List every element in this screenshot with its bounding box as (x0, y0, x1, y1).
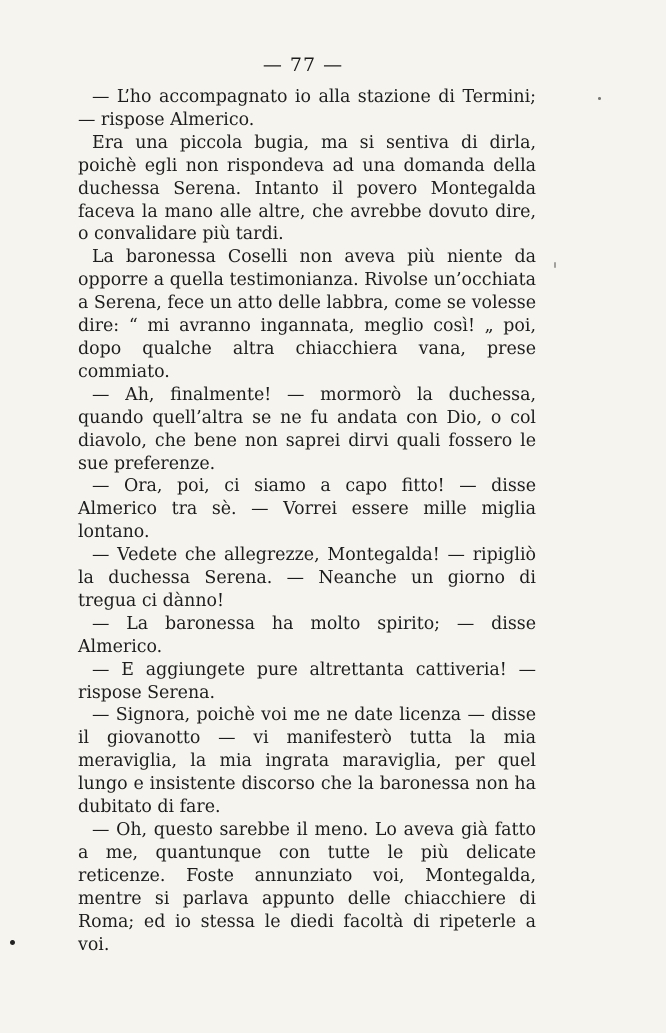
paragraph: Era una piccola bugia, ma si sentiva di dirla, poichè egli non rispondeva ad una domanda della duchessa Serena. Intanto il povero Montegalda faceva la mano alle altre, che avrebbe dovuto dire, o convalidare più tardi. (78, 132, 536, 245)
ink-speck (554, 262, 556, 268)
paragraph: — Ora, poi, ci siamo a capo fitto! — disse Almerico tra sè. — Vorrei essere mille miglia lontano. (78, 476, 536, 543)
body-text (78, 86, 536, 956)
paragraph: La baronessa Coselli non aveva più niente da opporre a quella testimonianza. Rivolse un’occhiata a Serena, fece un atto delle labbra, come se volesse dire: “ mi avranno ingannata, meglio così! „ poi, dopo qualche altra chiacchiera vana, prese commiato. (78, 247, 536, 382)
paragraph: — Signora, poichè voi me ne date licenza — disse il giovanotto — vi manifesterò tutta la mia meraviglia, la mia ingrata maraviglia, per quel lungo e insistente discorso che la baronessa non ha dubitato di fare. (78, 705, 536, 818)
paragraph: — Vedete che allegrezze, Montegalda! — ripigliò la duchessa Serena. — Neanche un giorno di tregua ci dànno! (78, 545, 536, 611)
page-number: — 77 — (262, 54, 344, 76)
paragraph: — L’ho accompagnato io alla stazione di Termini; — rispose Almerico. (78, 87, 536, 130)
ink-speck (10, 940, 15, 945)
paragraph: — Ah, finalmente! — mormorò la duchessa, quando quell’altra se ne fu andata con Dio, o col diavolo, che bene non saprei dirvi quali fossero le sue preferenze. (78, 384, 536, 474)
ink-speck (598, 97, 601, 100)
paragraph: — E aggiungete pure altrettanta cattiveria! — rispose Serena. (78, 659, 536, 703)
paragraph: — La baronessa ha molto spirito; — disse Almerico. (78, 613, 536, 657)
paragraph: — Oh, questo sarebbe il meno. Lo aveva già fatto a me, quantunque con tutte le più delicate reticenze. Foste annunziato voi, Montegalda, mentre si parlava appunto delle chiacchiere di Roma; ed io stessa le diedi facoltà di ripeterle a voi. (78, 820, 536, 955)
